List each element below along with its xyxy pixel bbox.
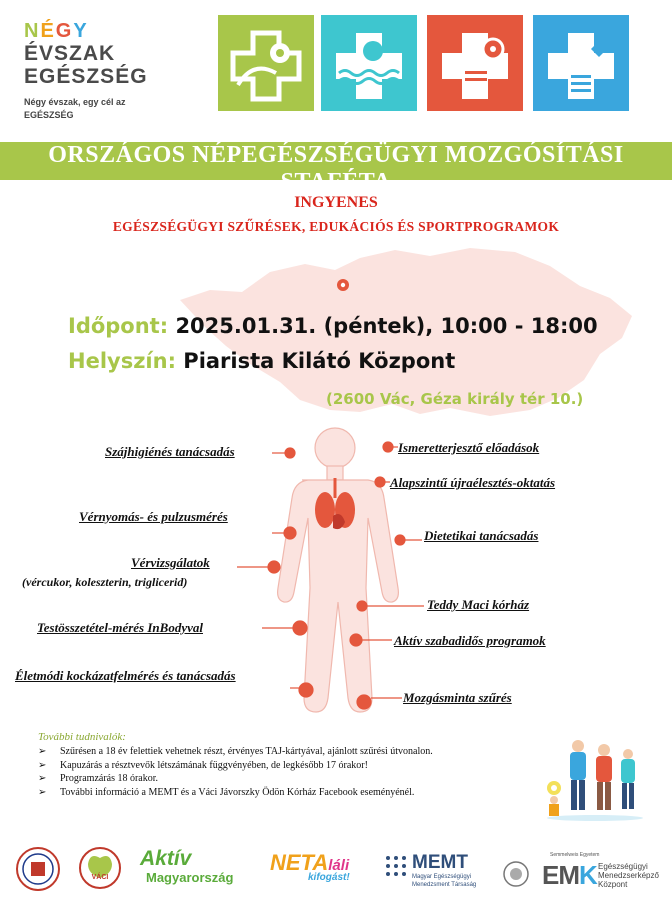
- family-illustration: [540, 738, 645, 823]
- emk-letters: EMK: [542, 860, 597, 890]
- time-value: 2025.01.31. (péntek), 10:00 - 18:00: [175, 314, 598, 338]
- list-item: [38, 745, 433, 759]
- logo-negy: [24, 20, 89, 43]
- program-inbody: Testösszetétel-mérés InBodyval: [37, 620, 203, 635]
- program-lectures: Ismeretterjesztő előadások: [398, 440, 540, 455]
- program-teddy-hospital: Teddy Maci kórház: [427, 597, 530, 612]
- emk-logo: [502, 852, 668, 892]
- arrow-bullet-icon: ➢: [38, 746, 47, 757]
- winter-cross-icon: [533, 15, 629, 111]
- notes-title: További tudnivalók:: [38, 731, 126, 743]
- emk-line1: Egészségügyi: [598, 862, 648, 871]
- emk-top-line: Semmelweis Egyetem: [550, 852, 600, 858]
- aktiv-magyarorszag-logo: [140, 848, 250, 892]
- apple-heart-icon: [78, 846, 122, 890]
- memt-word: MEMT: [412, 852, 468, 873]
- spring-cross-icon: [218, 15, 314, 111]
- logo-evszak: ÉVSZAK: [24, 42, 116, 65]
- place-value: Piarista Kilátó Központ: [183, 349, 456, 373]
- program-dietetics: Dietetikai tanácsadás: [424, 528, 539, 543]
- program-cpr-training: Alapszintű újraélesztés-oktatás: [390, 475, 556, 490]
- summer-cross-icon: [321, 15, 417, 111]
- kifogast-word: kifogást!: [308, 872, 350, 883]
- list-item: [38, 772, 433, 786]
- logo-tagline-2: EGÉSZSÉG: [24, 110, 74, 120]
- program-lifestyle-risk: Életmódi kockázatfelmérés és tanácsadás: [15, 668, 236, 683]
- emk-line2: Menedzserképző: [598, 871, 659, 880]
- emk-text: [598, 862, 659, 889]
- event-address: (2600 Vác, Géza király tér 10.): [326, 390, 584, 408]
- notes-list: [38, 745, 433, 799]
- place-label: Helyszín:: [68, 349, 176, 373]
- program-active-leisure: Aktív szabadidős programok: [394, 633, 546, 648]
- autumn-cross-icon: [427, 15, 523, 111]
- lali-word: láli: [328, 857, 350, 874]
- subtitle-free: INGYENES: [294, 194, 378, 211]
- program-blood-pressure: Vérnyomás- és pulzusmérés: [79, 509, 228, 524]
- arrow-bullet-icon: ➢: [38, 773, 47, 784]
- vac-city-crest-logo: [15, 846, 61, 892]
- note-text: Szűrésen a 18 év felettiek vehetnek részt, érvényes TAJ-kártyával, ajánlott szűrési útvonalon.: [60, 746, 433, 757]
- aktiv-word: Aktív: [140, 847, 192, 870]
- event-place: [68, 349, 455, 373]
- subtitle-programs: EGÉSZSÉGÜGYI SZŰRÉSEK, EDUKÁCIÓS ÉS SPORTPROGRAMOK: [112, 219, 560, 234]
- logo-letter: Y: [73, 20, 89, 42]
- memt-logo: [384, 852, 489, 892]
- note-text: Kapuzárás a résztvevők létszámának függvényében, de legkésőbb 17 órakor!: [60, 759, 368, 771]
- list-item: [38, 759, 433, 773]
- logo-tagline: Négy évszak, egy cél az: [24, 97, 126, 107]
- logo-letter: N: [24, 20, 41, 42]
- netalali-logo: [270, 850, 372, 892]
- emk-line3: Központ: [598, 880, 628, 889]
- list-item: [38, 786, 433, 800]
- program-blood-tests: Vérvizsgálatok: [131, 555, 210, 570]
- time-label: Időpont:: [68, 314, 169, 338]
- location-pin-icon: [335, 276, 351, 294]
- event-time: [68, 314, 598, 338]
- vaci-label: VÁCI: [91, 874, 109, 881]
- banner-title: ORSZÁGOS NÉPEGÉSZSÉGÜGYI MOZGÓSÍTÁSI STAFÉTA: [48, 142, 624, 195]
- semmelweis-seal-icon: [502, 860, 530, 888]
- dots-grid-icon: [384, 854, 410, 882]
- program-oral-hygiene: Szájhigiénés tanácsadás: [105, 444, 235, 459]
- logo-letter: É: [40, 20, 56, 42]
- title-banner: [0, 142, 672, 195]
- arrow-bullet-icon: ➢: [38, 759, 47, 771]
- arrow-bullet-icon: ➢: [38, 786, 47, 798]
- logo-egeszseg: EGÉSZSÉG: [24, 65, 148, 88]
- logo-letter: G: [55, 20, 74, 42]
- note-text: További információ a MEMT és a Váci Jávorszky Ödön Kórház Facebook eseményénél.: [60, 786, 415, 798]
- blood-test-detail: (vércukor, koleszterin, triglicerid): [22, 575, 188, 589]
- program-movement-screening: Mozgásminta szűrés: [403, 690, 512, 705]
- memt-sub2: Menedzsment Társaság: [412, 882, 477, 888]
- note-text: Programzárás 18 órakor.: [60, 773, 159, 784]
- neta-word: NETA: [270, 850, 329, 875]
- memt-sub1: Magyar Egészségügyi: [412, 874, 472, 880]
- magyarorszag-word: Magyarország: [146, 870, 234, 885]
- vaci-hospital-logo: [78, 846, 122, 890]
